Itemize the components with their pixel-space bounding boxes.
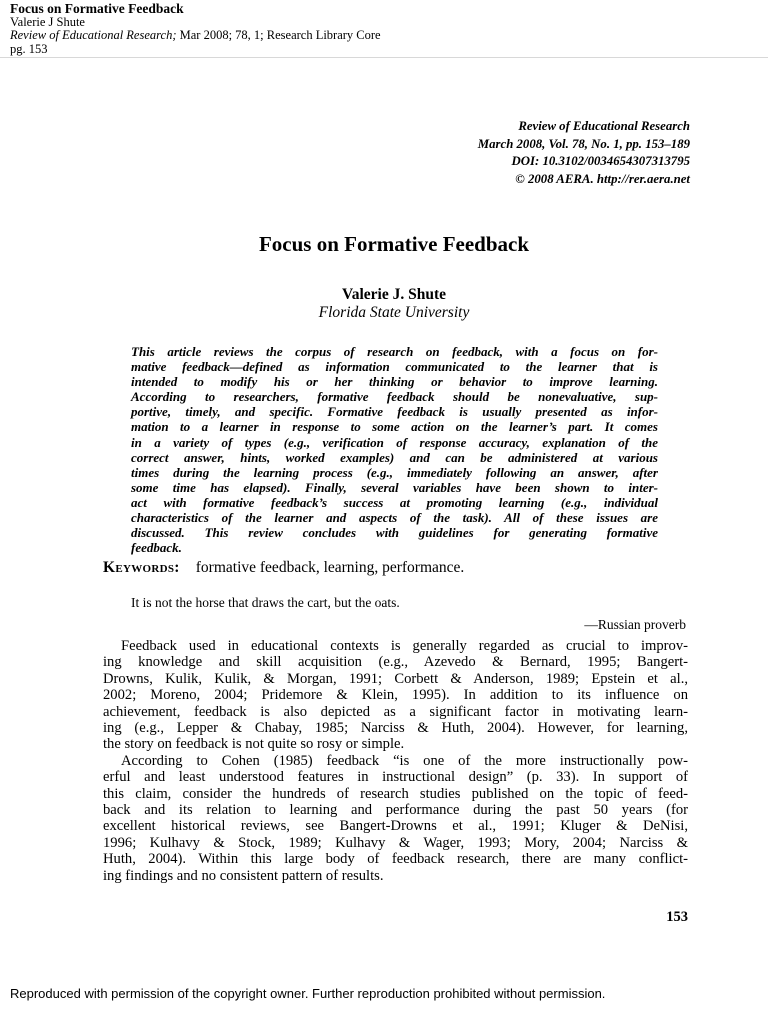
body-line: 1996; Kulhavy & Stock, 1989; Kulhavy & Wager, 1993; Mory, 2004; Narciss &: [103, 834, 688, 851]
abstract-line: According to researchers, formative feedback should be nonevaluative, sup-: [131, 389, 658, 405]
abstract-line: mation to a learner in response to some action on the learner’s part. It comes: [131, 419, 658, 435]
keywords-label: Keywords:: [103, 559, 180, 576]
article-affiliation: Florida State University: [318, 304, 470, 321]
header-source-details: Mar 2008; 78, 1; Research Library Core: [176, 28, 381, 42]
body-line: ing findings and no consistent pattern of results.: [103, 867, 384, 884]
body-line: 2002; Moreno, 2004; Pridemore & Klein, 1995). In addition to its influence on: [103, 687, 688, 704]
abstract-line: portive, timely, and specific. Formative feedback is usually presented as infor-: [131, 404, 658, 420]
abstract-line: act with formative feedback’s success at promoting learning (e.g., individual: [131, 494, 658, 510]
article-title: Focus on Formative Feedback: [258, 232, 530, 256]
header-source-journal: Review of Educational Research;: [10, 28, 177, 42]
body-line: back and its relation to learning and performance during the past 50 years (for: [103, 802, 688, 819]
body-line: excellent historical reviews, see Bangert-Drowns et al., 1991; Kluger & DeNisi,: [103, 818, 688, 835]
body-line: Feedback used in educational contexts is generally regarded as crucial to improv-: [121, 638, 688, 654]
epigraph-quote: It is not the horse that draws the cart, but the oats.: [131, 595, 400, 610]
body-line: achievement, feedback is also depicted as a significant factor in motivating learn-: [103, 703, 688, 720]
abstract-line: feedback.: [131, 540, 182, 556]
header-source: [10, 29, 381, 43]
body-line: ing (e.g., Lepper & Chabay, 1985; Narciss & Huth, 2004). However, for learning,: [103, 720, 688, 737]
abstract-line: correct answer, hints, worked examples) and can be administered at various: [131, 449, 658, 465]
abstract-line: in a variety of types (e.g., verification of response accuracy, explanation of the: [131, 434, 658, 450]
article-author: Valerie J. Shute: [341, 286, 447, 303]
body-line: this claim, consider the hundreds of research studies published on the topic of feed-: [103, 785, 688, 802]
citation-doi: DOI: 10.3102/0034654307313795: [511, 154, 690, 168]
abstract-line: times during the learning process (e.g., immediately following an answer, after: [131, 464, 658, 480]
body-text: [103, 638, 688, 884]
abstract: [131, 344, 658, 555]
abstract-line: mative feedback—defined as information communicated to the learner that is: [131, 359, 658, 375]
journal-citation: [478, 118, 690, 188]
body-line: Huth, 2004). Within this large body of feedback research, there are many conflict-: [103, 851, 688, 868]
header-page: pg. 153: [10, 41, 48, 56]
abstract-line: This article reviews the corpus of research on feedback, with a focus on for-: [131, 344, 658, 359]
header-article-title: Focus on Formative Feedback: [10, 1, 184, 16]
body-line: the story on feedback is not quite so rosy or simple.: [103, 736, 405, 753]
copyright-footer: Reproduced with permission of the copyright owner. Further reproduction prohibited without permission.: [10, 986, 606, 1001]
keywords-value: formative feedback, learning, performance.: [195, 559, 465, 576]
citation-issue: March 2008, Vol. 78, No. 1, pp. 153–189: [477, 136, 690, 151]
citation-copyright: © 2008 AERA. http://rer.aera.net: [515, 171, 690, 186]
abstract-line: intended to modify his or her thinking or behavior to improve learning.: [131, 374, 658, 390]
keywords: [103, 558, 464, 577]
database-header: [10, 2, 381, 56]
page-number: 153: [666, 909, 688, 925]
body-line: According to Cohen (1985) feedback “is one of the more instructionally pow-: [121, 752, 688, 769]
body-line: erful and least understood features in instructional design” (p. 33). In support of: [103, 769, 688, 786]
citation-journal: Review of Educational Research: [518, 119, 690, 133]
body-line: ing knowledge and skill acquisition (e.g., Azevedo & Bernard, 1995; Bangert-: [103, 654, 688, 671]
abstract-line: characteristics of the learner and aspects of the task). All of these issues are: [131, 510, 658, 526]
header-author: Valerie J Shute: [10, 14, 85, 29]
epigraph-source: —Russian proverb: [584, 617, 686, 632]
abstract-line: discussed. This review concludes with guidelines for generating formative: [131, 525, 658, 541]
body-line: Drowns, Kulik, Kulik, & Morgan, 1991; Corbett & Anderson, 1989; Epstein et al.,: [103, 670, 688, 687]
abstract-line: some time has elapsed). Finally, several variables have been shown to inter-: [131, 479, 658, 495]
